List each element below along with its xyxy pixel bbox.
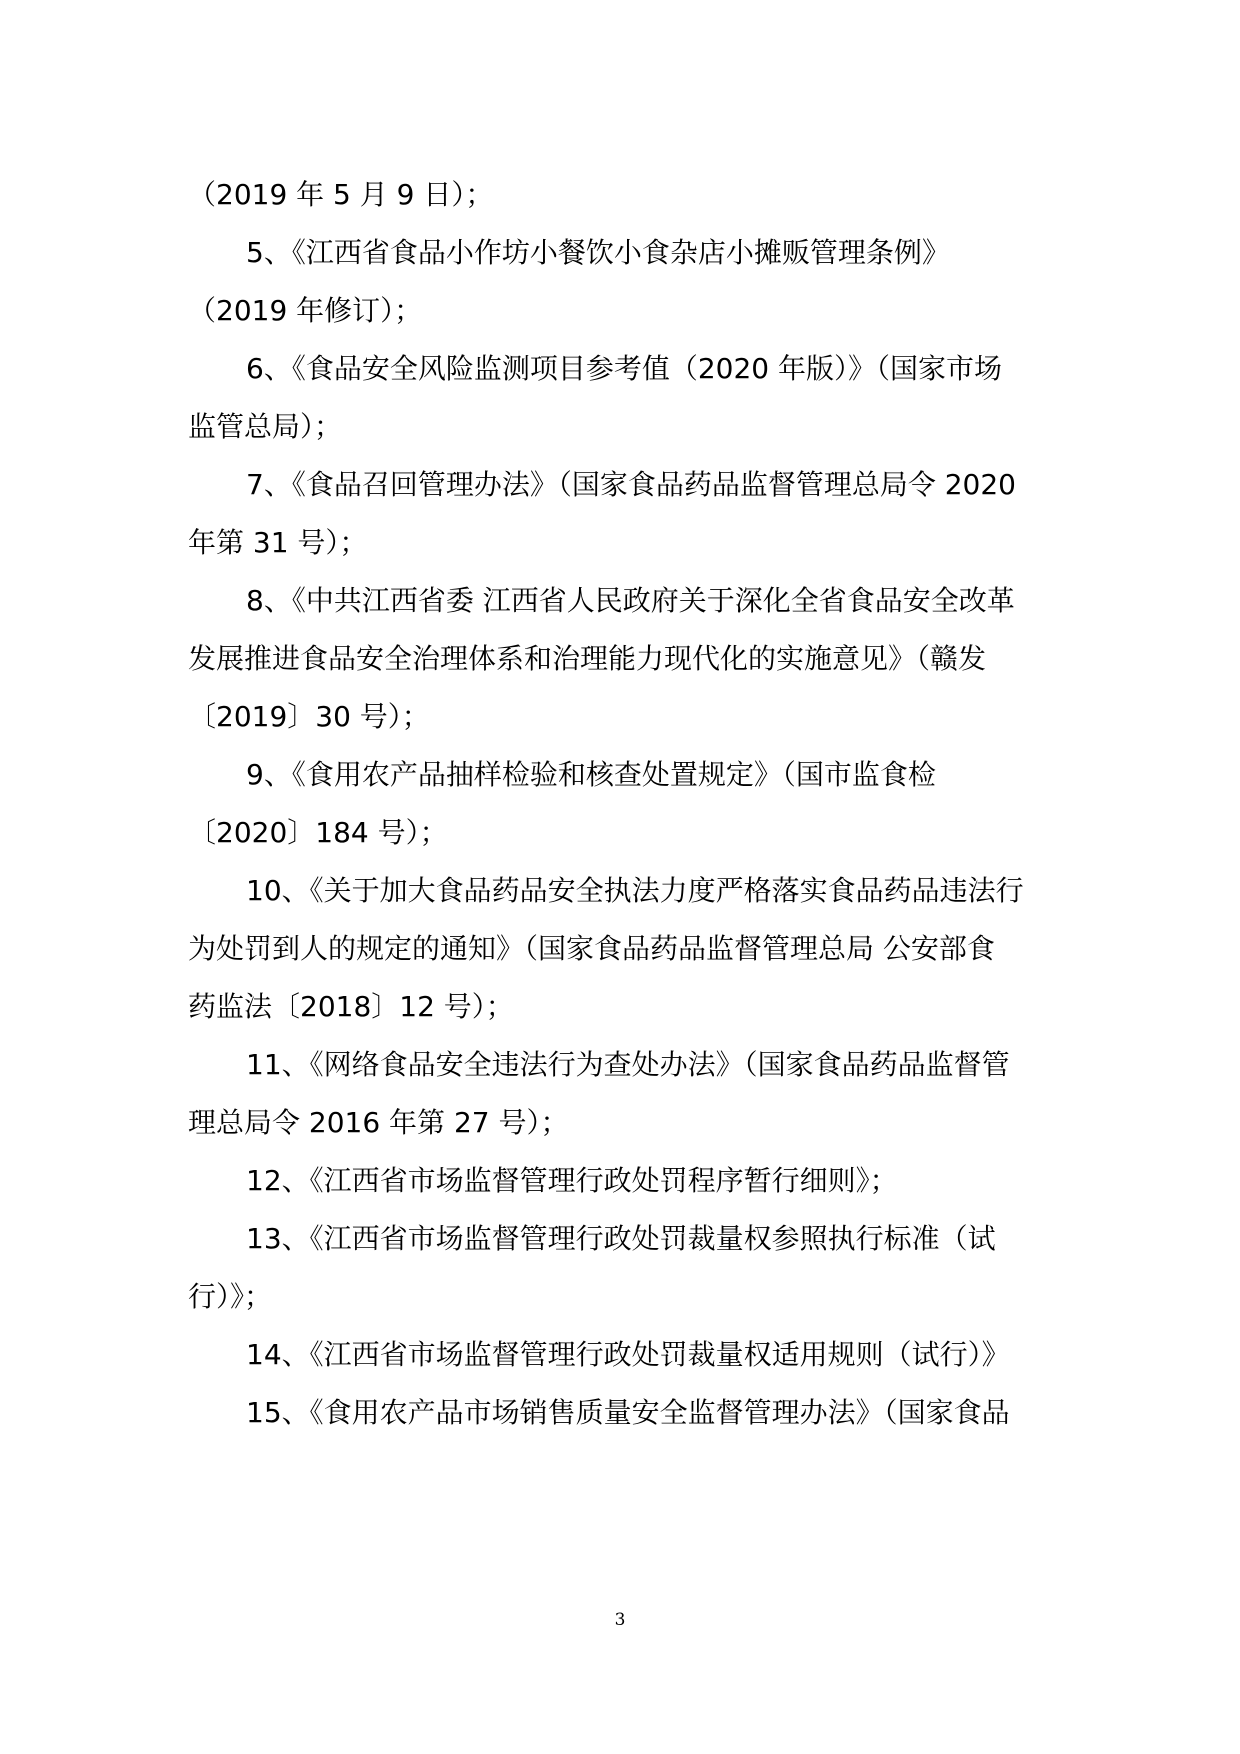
list-item-15: 15、《食用农产品市场销售质量安全监督管理办法》（国家食品: [246, 1396, 1010, 1429]
list-item-10: 10、《关于加大食品药品安全执法力度严格落实食品药品违法行: [246, 874, 1024, 907]
list-item-7: 7、《食品召回管理办法》（国家食品药品监督管理总局令 2020: [246, 468, 1016, 501]
text-line: （2019 年修订）；: [188, 294, 423, 327]
page-number: 3: [614, 1610, 626, 1630]
list-item-12: 12、《江西省市场监督管理行政处罚程序暂行细则》；: [246, 1164, 898, 1197]
list-item-5: 5、《江西省食品小作坊小餐饮小食杂店小摊贩管理条例》: [246, 236, 950, 269]
list-item-6: 6、《食品安全风险监测项目参考值（2020 年版）》（国家市场: [246, 352, 1002, 385]
text-line: 发展推进食品安全治理体系和治理能力现代化的实施意见》（赣发: [188, 642, 987, 675]
list-item-9: 9、《食用农产品抽样检验和核查处置规定》（国市监食检: [246, 758, 936, 791]
text-line: 监管总局）；: [188, 410, 343, 443]
list-item-8: 8、《中共江西省委 江西省人民政府关于深化全省食品安全改革: [246, 584, 1015, 617]
text-line: 〔2020〕184 号）；: [188, 816, 448, 849]
text-line: 〔2019〕30 号）；: [188, 700, 430, 733]
list-item-14: 14、《江西省市场监督管理行政处罚裁量权适用规则（试行）》: [246, 1338, 1010, 1371]
list-item-11: 11、《网络食品安全违法行为查处办法》（国家食品药品监督管: [246, 1048, 1010, 1081]
text-line: 理总局令 2016 年第 27 号）；: [188, 1106, 569, 1139]
text-line: 行）》；: [188, 1280, 273, 1313]
text-line: 药监法〔2018〕12 号）；: [188, 990, 514, 1023]
text-line: （2019 年 5 月 9 日）；: [188, 178, 494, 211]
list-item-13: 13、《江西省市场监督管理行政处罚裁量权参照执行标准（试: [246, 1222, 996, 1255]
text-line: 年第 31 号）；: [188, 526, 368, 559]
text-line: 为处罚到人的规定的通知》（国家食品药品监督管理总局 公安部食: [188, 932, 995, 965]
